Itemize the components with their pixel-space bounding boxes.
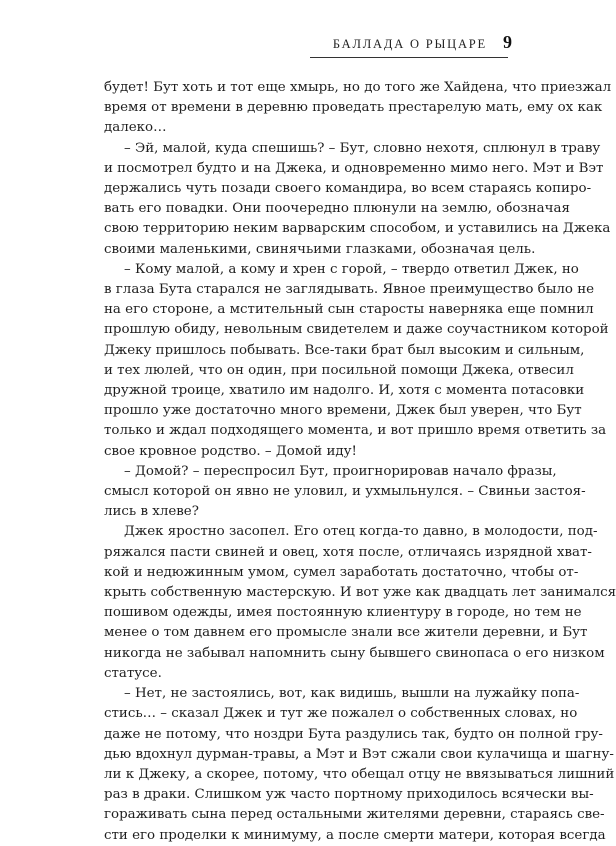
text-line: прошлую обиду, невольным свидетелем и даже соучастником которой	[104, 322, 609, 338]
text-line: на его стороне, а мстительный сын старосты наверняка еще помнил	[104, 302, 594, 318]
running-title: БАЛЛАДА О РЫЦАРЕ	[332, 37, 487, 51]
body-text	[104, 78, 616, 846]
text-line: смысл которой он явно не уловил, и ухмыльнулся. – Свиньи застоя-	[104, 484, 586, 500]
text-line: будет! Бут хоть и тот еще хмырь, но до того же Хайдена, что приезжал	[104, 80, 612, 95]
text-line: менее о том давнем его промысле знали все жители деревни, и Бут	[104, 625, 588, 641]
text-line: Джек яростно засопел. Его отец когда-то давно, в молодости, под-	[124, 524, 598, 540]
text-line: своими маленькими, свинячьими глазками, обозначая цель.	[104, 241, 536, 257]
page-header	[333, 32, 512, 53]
page-number: 9	[503, 32, 512, 52]
text-line: никогда не забывал напомнить сыну бывшего свинопаса о его низком	[104, 645, 605, 661]
text-line: ряжался пасти свиней и овец, хотя после, отличаясь изрядной хват-	[104, 544, 592, 560]
text-line: свое кровное родство. – Домой иду!	[104, 443, 357, 459]
text-line: вать его повадки. Они поочередно плюнули на землю, обозначая	[104, 201, 570, 217]
text-line: и посмотрел будто и на Джека, и одновременно мимо него. Мэт и Вэт	[104, 160, 604, 176]
text-line: прошло уже достаточно много времени, Джек был уверен, что Бут	[104, 403, 582, 419]
text-line: – Домой? – переспросил Бут, проигнорировав начало фразы,	[124, 463, 557, 479]
text-line: дью вдохнул дурман-травы, а Мэт и Вэт сжали свои кулачища и шагну-	[104, 746, 614, 762]
text-line: кой и недюжинным умом, сумел заработать достаточно, чтобы от-	[104, 564, 579, 580]
text-line: дружной троице, хватило им надолго. И, хотя с момента потасовки	[104, 383, 585, 399]
text-line: даже не потому, что ноздри Бута раздулись так, будто он полной гру-	[104, 726, 603, 742]
text-line: свою территорию неким варварским способом, и уставились на Джека	[104, 221, 611, 237]
text-line: ли к Джеку, а скорее, потому, что обещал отцу не ввязываться лишний	[104, 766, 615, 782]
text-line: время от времени в деревню проведать престарелую мать, ему ох как	[104, 100, 603, 116]
text-line: – Эй, малой, куда спешишь? – Бут, словно нехотя, сплюнул в траву	[124, 140, 601, 156]
text-line: статусе.	[104, 665, 162, 681]
text-line: Джеку пришлось побывать. Все-таки брат был высоким и сильным,	[104, 342, 585, 358]
text-line: крыть собственную мастерскую. И вот уже как двадцать лет занимался	[104, 585, 616, 601]
text-line: только и ждал подходящего момента, и вот пришло время ответить за	[104, 423, 607, 439]
text-line: сти его проделки к минимуму, а после смерти матери, которая всегда	[104, 827, 606, 843]
text-line: – Кому малой, а кому и хрен с горой, – твердо ответил Джек, но	[124, 261, 579, 277]
text-line: раз в драки. Слишком уж часто портному приходилось всячески вы-	[104, 787, 594, 803]
text-line: лись в хлеве?	[104, 504, 199, 520]
header-rule	[310, 57, 508, 58]
text-line: и тех люлей, что он один, при посильной помощи Джека, отвесил	[104, 362, 574, 378]
text-line: в глаза Бута старался не заглядывать. Явное преимущество было не	[104, 282, 595, 298]
text-line: пошивом одежды, имея постоянную клиентуру в городе, но тем не	[104, 605, 582, 621]
text-line: гораживать сына перед остальными жителями деревни, стараясь све-	[104, 807, 605, 823]
text-line: держались чуть позади своего командира, во всем стараясь копиро-	[104, 181, 592, 197]
text-line: стись… – сказал Джек и тут же пожалел о собственных словах, но	[104, 706, 578, 722]
text-line: далеко…	[104, 120, 167, 136]
text-line: – Нет, не застоялись, вот, как видишь, вышли на лужайку попа-	[124, 686, 580, 702]
